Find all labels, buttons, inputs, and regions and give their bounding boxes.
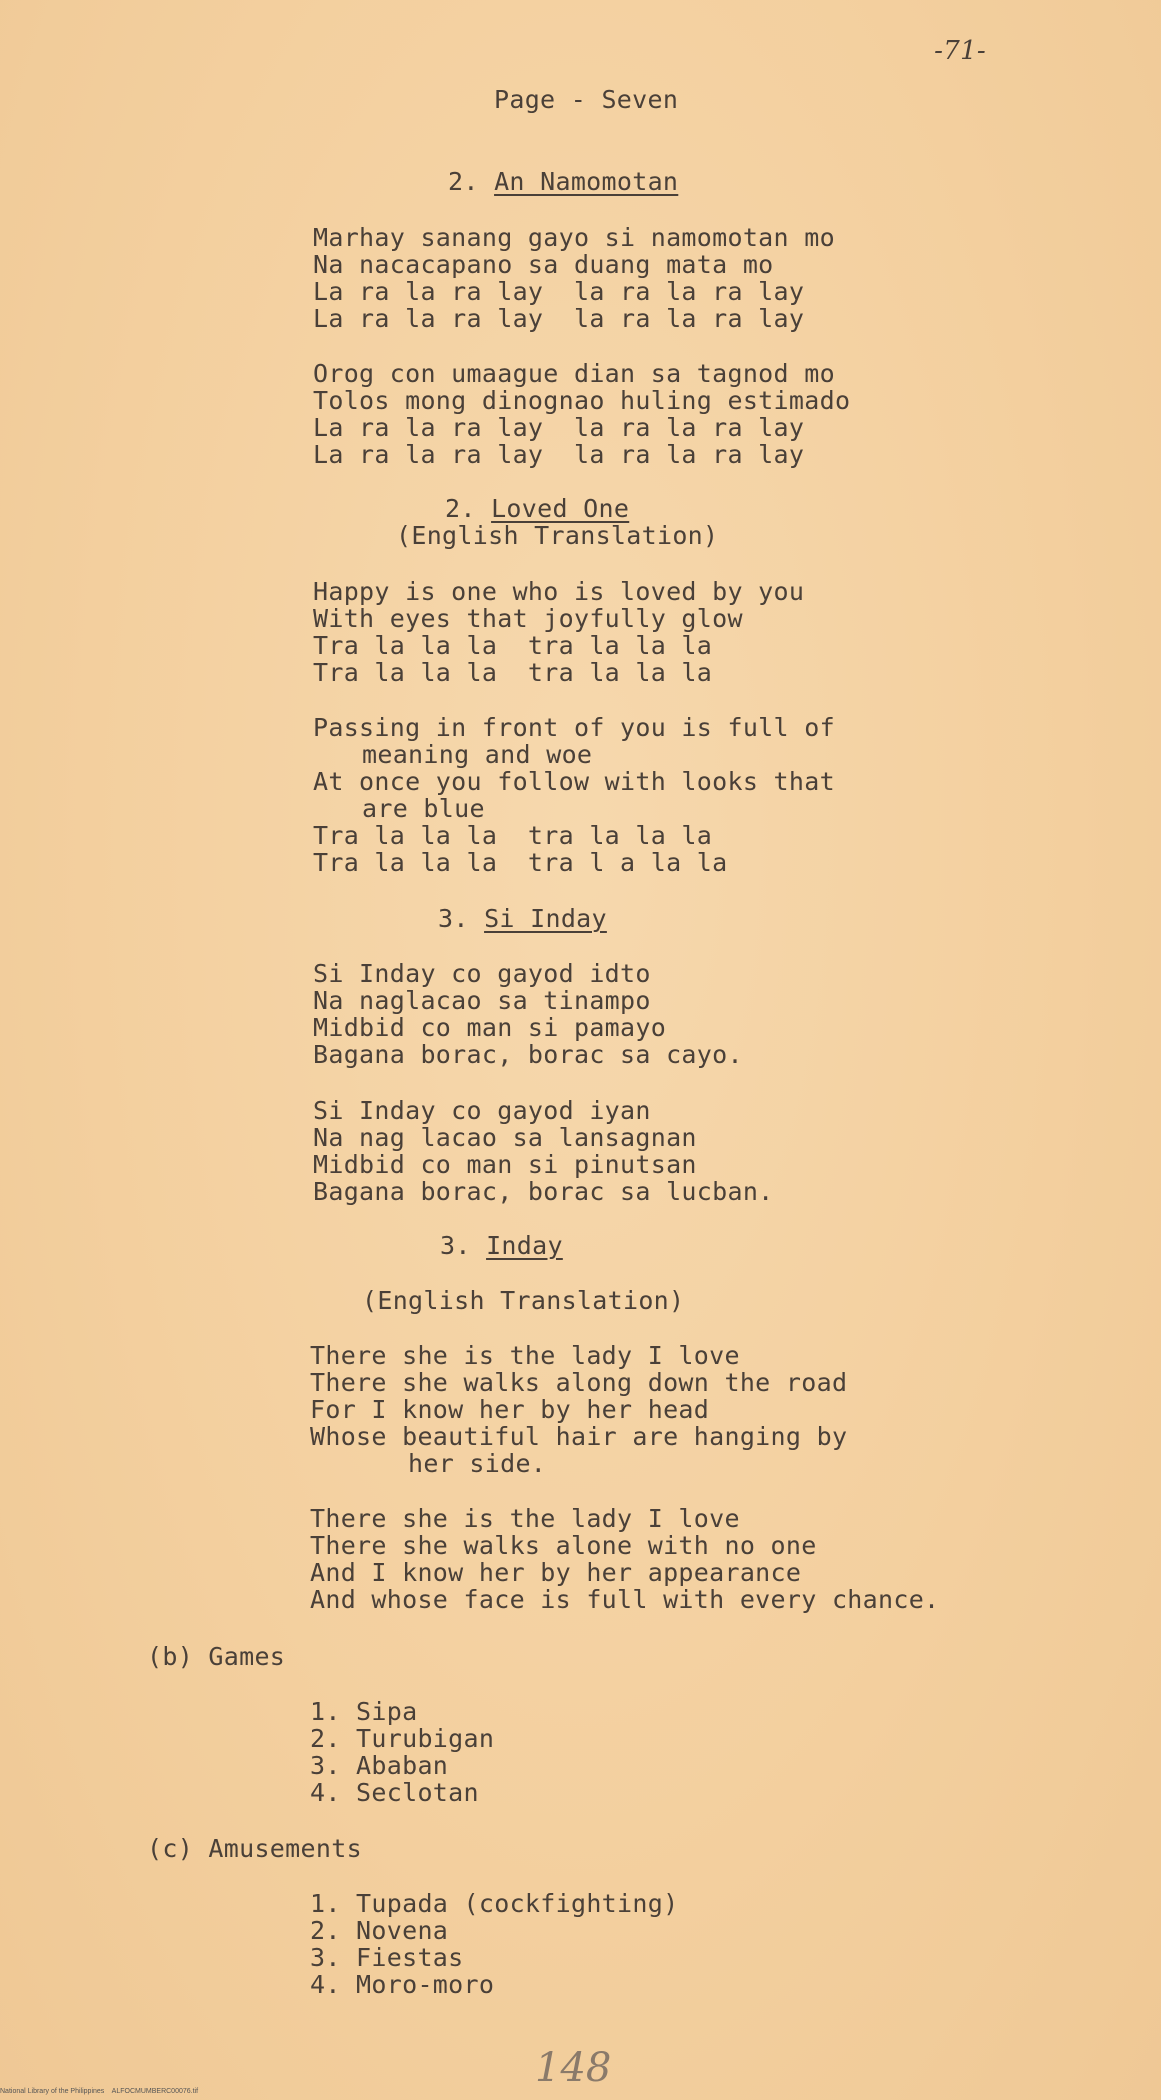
lyric-line: are blue	[362, 794, 485, 823]
song-4-subtitle: (English Translation)	[362, 1286, 685, 1315]
song-4-title	[440, 1232, 563, 1259]
lyric-line: Si Inday co gayod idto	[313, 959, 651, 988]
song-3-number: 3.	[438, 904, 469, 933]
lyric-line: With eyes that joyfully glow	[313, 604, 743, 633]
lyric-line: Tra la la la tra la la la	[313, 821, 713, 850]
lyric-line: La ra la ra lay la ra la ra lay	[313, 277, 805, 306]
lyric-line: Passing in front of you is full of	[313, 713, 835, 742]
page-number: -71-	[934, 36, 986, 66]
lyric-line: Bagana borac, borac sa lucban.	[313, 1177, 774, 1206]
amusements-item: 1. Tupada (cockfighting)	[310, 1889, 679, 1918]
lyric-line: Tolos mong dinognao huling estimado	[313, 386, 851, 415]
song-1-number: 2.	[448, 167, 479, 196]
games-item: 4. Seclotan	[310, 1778, 479, 1807]
lyric-line: Si Inday co gayod iyan	[313, 1096, 651, 1125]
lyric-line: Marhay sanang gayo si namomotan mo	[313, 223, 835, 252]
page-heading: Page - Seven	[494, 85, 679, 114]
lyric-line: There she walks along down the road	[310, 1368, 848, 1397]
lyric-line: Na nacacapano sa duang mata mo	[313, 250, 774, 279]
lyric-line: Na naglacao sa tinampo	[313, 986, 651, 1015]
games-item: 1. Sipa	[310, 1697, 418, 1726]
song-2-number: 2.	[445, 494, 476, 523]
song-4-number: 3.	[440, 1231, 471, 1260]
song-2-title	[445, 495, 629, 522]
games-heading: (b) Games	[147, 1642, 286, 1671]
lyric-line: There she walks alone with no one	[310, 1531, 817, 1560]
lyric-line: Tra la la la tra la la la	[313, 631, 713, 660]
lyric-line: Midbid co man si pinutsan	[313, 1150, 697, 1179]
lyric-line: There she is the lady I love	[310, 1504, 740, 1533]
amusements-item: 2. Novena	[310, 1916, 449, 1945]
lyric-line: At once you follow with looks that	[313, 767, 835, 796]
amusements-item: 3. Fiestas	[310, 1943, 464, 1972]
lyric-line: Na nag lacao sa lansagnan	[313, 1123, 697, 1152]
song-4-title-text: Inday	[486, 1231, 563, 1260]
song-1-title	[448, 168, 678, 195]
lyric-line: Bagana borac, borac sa cayo.	[313, 1040, 743, 1069]
lyric-line: Whose beautiful hair are hanging by	[310, 1422, 848, 1451]
lyric-line: meaning and woe	[362, 740, 593, 769]
footer-source: National Library of the Philippines ALFOCMUMBERC00076.tif	[0, 2088, 199, 2095]
lyric-line: Tra la la la tra l a la la	[313, 848, 728, 877]
games-item: 2. Turubigan	[310, 1724, 495, 1753]
lyric-line: And I know her by her appearance	[310, 1558, 802, 1587]
lyric-line: And whose face is full with every chance.	[310, 1585, 940, 1614]
lyric-line: La ra la ra lay la ra la ra lay	[313, 440, 805, 469]
lyric-line: For I know her by her head	[310, 1395, 710, 1424]
song-2-subtitle: (English Translation)	[396, 521, 719, 550]
lyric-line: Midbid co man si pamayo	[313, 1013, 667, 1042]
games-item: 3. Ababan	[310, 1751, 449, 1780]
lyric-line: her side.	[408, 1449, 547, 1478]
lyric-line: There she is the lady I love	[310, 1341, 740, 1370]
handwritten-page-number: 148	[535, 2045, 612, 2091]
lyric-line: La ra la ra lay la ra la ra lay	[313, 304, 805, 333]
lyric-line: Orog con umaague dian sa tagnod mo	[313, 359, 835, 388]
lyric-line: La ra la ra lay la ra la ra lay	[313, 413, 805, 442]
song-2-title-text: Loved One	[491, 494, 630, 523]
song-3-title-text: Si Inday	[484, 904, 607, 933]
amusements-item: 4. Moro-moro	[310, 1970, 495, 1999]
amusements-heading: (c) Amusements	[147, 1834, 362, 1863]
lyric-line: Happy is one who is loved by you	[313, 577, 805, 606]
song-3-title	[438, 905, 607, 932]
song-1-title-text: An Namomotan	[494, 167, 679, 196]
lyric-line: Tra la la la tra la la la	[313, 658, 713, 687]
